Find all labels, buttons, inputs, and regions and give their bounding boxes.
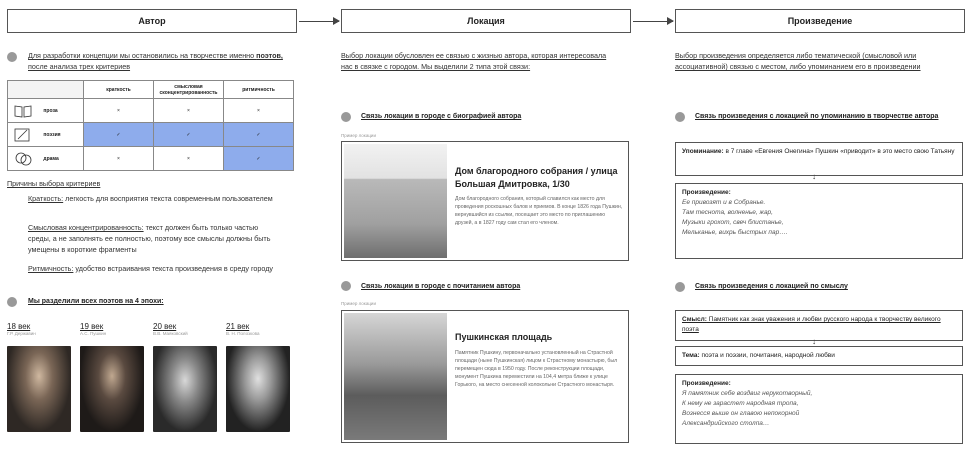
location-card — [341, 310, 629, 443]
down-arrow-icon: ↓ — [812, 172, 816, 181]
row-label-cell — [8, 99, 84, 123]
table-cell: × — [84, 99, 154, 123]
column-header-author: Автор — [7, 9, 297, 33]
portrait-image — [80, 346, 144, 432]
epoch-century: 21 век — [226, 322, 250, 331]
portrait-image — [153, 346, 217, 432]
epoch-poet: В. Н. Полозкова — [226, 331, 260, 336]
table-cell: × — [154, 147, 224, 171]
epochs-title: Мы разделили всех поэтов на 4 эпохи: — [28, 298, 164, 305]
table-row — [8, 123, 294, 147]
table-cell: × — [224, 99, 294, 123]
theme-box — [675, 346, 963, 366]
row-label-cell — [8, 147, 84, 171]
epoch-poet: А.С. Пушкин — [80, 331, 107, 336]
table-cell: ✓ — [154, 123, 224, 147]
card-text: Дом благородного собрания, который славился как место для проведения роскошных балов и приемов. В конце 1826 года Пушкин, вернувшийся из ссылки, посещает это место по приглашению друзей, а в 1827 году сам стал его членом. — [455, 196, 623, 226]
table-row — [8, 99, 294, 123]
table-corner — [8, 81, 84, 99]
row-label: проза — [43, 107, 58, 114]
bullet-dot — [341, 112, 351, 122]
reason-item — [28, 193, 278, 204]
work-quote-box — [675, 183, 963, 259]
table-row — [8, 147, 294, 171]
theme-text: поэта и поэзии, почитания, народной любви — [699, 352, 835, 359]
table-header: смысловая сконцентрированность — [154, 81, 224, 99]
table-header: ритмичность — [224, 81, 294, 99]
row-label: драма — [43, 155, 59, 162]
meaning-label: Смысл: — [682, 316, 707, 323]
theatre-masks-icon — [14, 152, 32, 166]
epoch-poet: В.В. Маяковский — [153, 331, 188, 336]
author-intro-bold: поэтов, — [256, 51, 283, 60]
location-card — [341, 141, 629, 261]
bullet-dot — [675, 282, 685, 292]
example-label: Пример локации — [341, 133, 376, 138]
table-cell: × — [84, 147, 154, 171]
portrait-image — [226, 346, 290, 432]
work-quote-box — [675, 374, 963, 444]
table-cell: ✓ — [84, 123, 154, 147]
epoch-18 — [7, 322, 71, 432]
epoch-20 — [153, 322, 217, 432]
author-intro-text-end: после анализа трех критериев — [28, 62, 131, 71]
verse-line: Там теснота, волненье, жар, — [682, 209, 773, 216]
epoch-21 — [226, 322, 290, 432]
author-intro-text: Для разработки концепции мы остановились на творчестве именно — [28, 51, 257, 60]
reason-term: Краткость: — [28, 194, 64, 203]
work-label: Произведение: — [682, 380, 731, 387]
epoch-century: 18 век — [7, 322, 31, 331]
table-cell: × — [154, 99, 224, 123]
bullet-dot — [341, 281, 351, 291]
quill-icon — [14, 128, 32, 142]
epoch-century: 19 век — [80, 322, 104, 331]
down-arrow-icon: ↓ — [812, 337, 816, 346]
work-intro: Выбор произведения определяется либо тематической (смысловой или ассоциативной) связью с местом, либо упоминанием его в произведении — [675, 51, 921, 71]
arrow-location-to-work — [633, 21, 673, 22]
location-section-title: Связь локации в городе с почитанием автора — [361, 283, 521, 290]
author-intro — [28, 50, 290, 72]
column-header-work: Произведение — [675, 9, 965, 33]
card-title: Пушкинская площадь — [455, 332, 553, 342]
table-header: краткость — [84, 81, 154, 99]
meaning-text: Памятник как знак уважения и любви русского народа к творчеству великого поэта — [682, 316, 941, 333]
verse-line: Мельканье, вихрь быстрых пар…. — [682, 229, 788, 236]
table-cell: ✓ — [224, 147, 294, 171]
verse-line: Вознесся выше он главою непокорной — [682, 410, 800, 417]
verse-line: Я памятник себе воздвиг нерукотворный, — [682, 390, 813, 397]
location-section-title: Связь локации в городе с биографией автора — [361, 113, 522, 120]
epoch-century: 20 век — [153, 322, 177, 331]
theme-label: Тема: — [682, 352, 700, 359]
book-icon — [14, 104, 32, 118]
portrait-image — [7, 346, 71, 432]
work-label: Произведение: — [682, 189, 731, 196]
bullet-dot — [7, 297, 17, 307]
reason-term: Ритмичность: — [28, 264, 74, 273]
card-text: Памятник Пушкину, первоначально установленный на Страстной площади (ныне Пушкинская) лицом к Страстному монастырю, был перемещен сюда в 1950 году. После реконструкции площади, монумент Пушкина переместили на 104,4 метра ближе к улице Горького, на место снесенной колокольни Страстного монастыря. — [455, 350, 618, 388]
square-photo — [344, 313, 447, 440]
work-section-title: Связь произведения с локацией по упоминанию в творчестве автора — [695, 113, 939, 120]
arrow-author-to-location — [299, 21, 339, 22]
verse-line: Ее привозят и в Собранье. — [682, 199, 766, 206]
column-header-location: Локация — [341, 9, 631, 33]
row-label: поэзия — [43, 131, 61, 138]
bullet-dot — [675, 112, 685, 122]
reason-text: текст должен быть только частью среды, а не заполнять ее полностью, поэтому все смыслы должны быть умещены в короткие фрагменты — [28, 223, 271, 254]
verse-line: К нему не зарастет народная тропа, — [682, 400, 799, 407]
reason-item — [28, 222, 280, 255]
reason-term: Смысловая концентрированность: — [28, 223, 144, 232]
mention-box — [675, 142, 963, 176]
criteria-table — [7, 80, 294, 171]
table-cell: ✓ — [224, 123, 294, 147]
work-section-title: Связь произведения с локацией по смыслу — [695, 283, 848, 290]
building-photo — [344, 144, 447, 258]
reason-text: удобство встраивания текста произведения в среду городу — [73, 264, 274, 273]
verse-line: Александрийского столпа… — [682, 420, 770, 427]
location-intro: Выбор локации обусловлен ее связью с жизнью автора, которая интересовала нас в связке с городом. Мы выделили 2 типа этой связи: — [341, 51, 607, 71]
reason-item — [28, 263, 280, 274]
reason-text: легкость для восприятия текста современным пользователем — [63, 194, 273, 203]
epoch-19 — [80, 322, 144, 432]
epoch-poet: Г.Р. Державин — [7, 331, 36, 336]
verse-line: Музыки грохот, свеч блистанье, — [682, 219, 784, 226]
row-label-cell — [8, 123, 84, 147]
bullet-dot — [7, 52, 17, 62]
mention-label: Упоминание: — [682, 148, 724, 155]
card-title: Дом благородного собрания / улица Большая Дмитровка, 1/30 — [455, 166, 618, 189]
reasons-title: Причины выбора критериев — [7, 179, 101, 188]
meaning-box — [675, 310, 963, 341]
mention-text: в 7 главе «Евгения Онегина» Пушкин «приводит» в это место свою Татьяну — [723, 148, 955, 155]
example-label: Пример локации — [341, 301, 376, 306]
